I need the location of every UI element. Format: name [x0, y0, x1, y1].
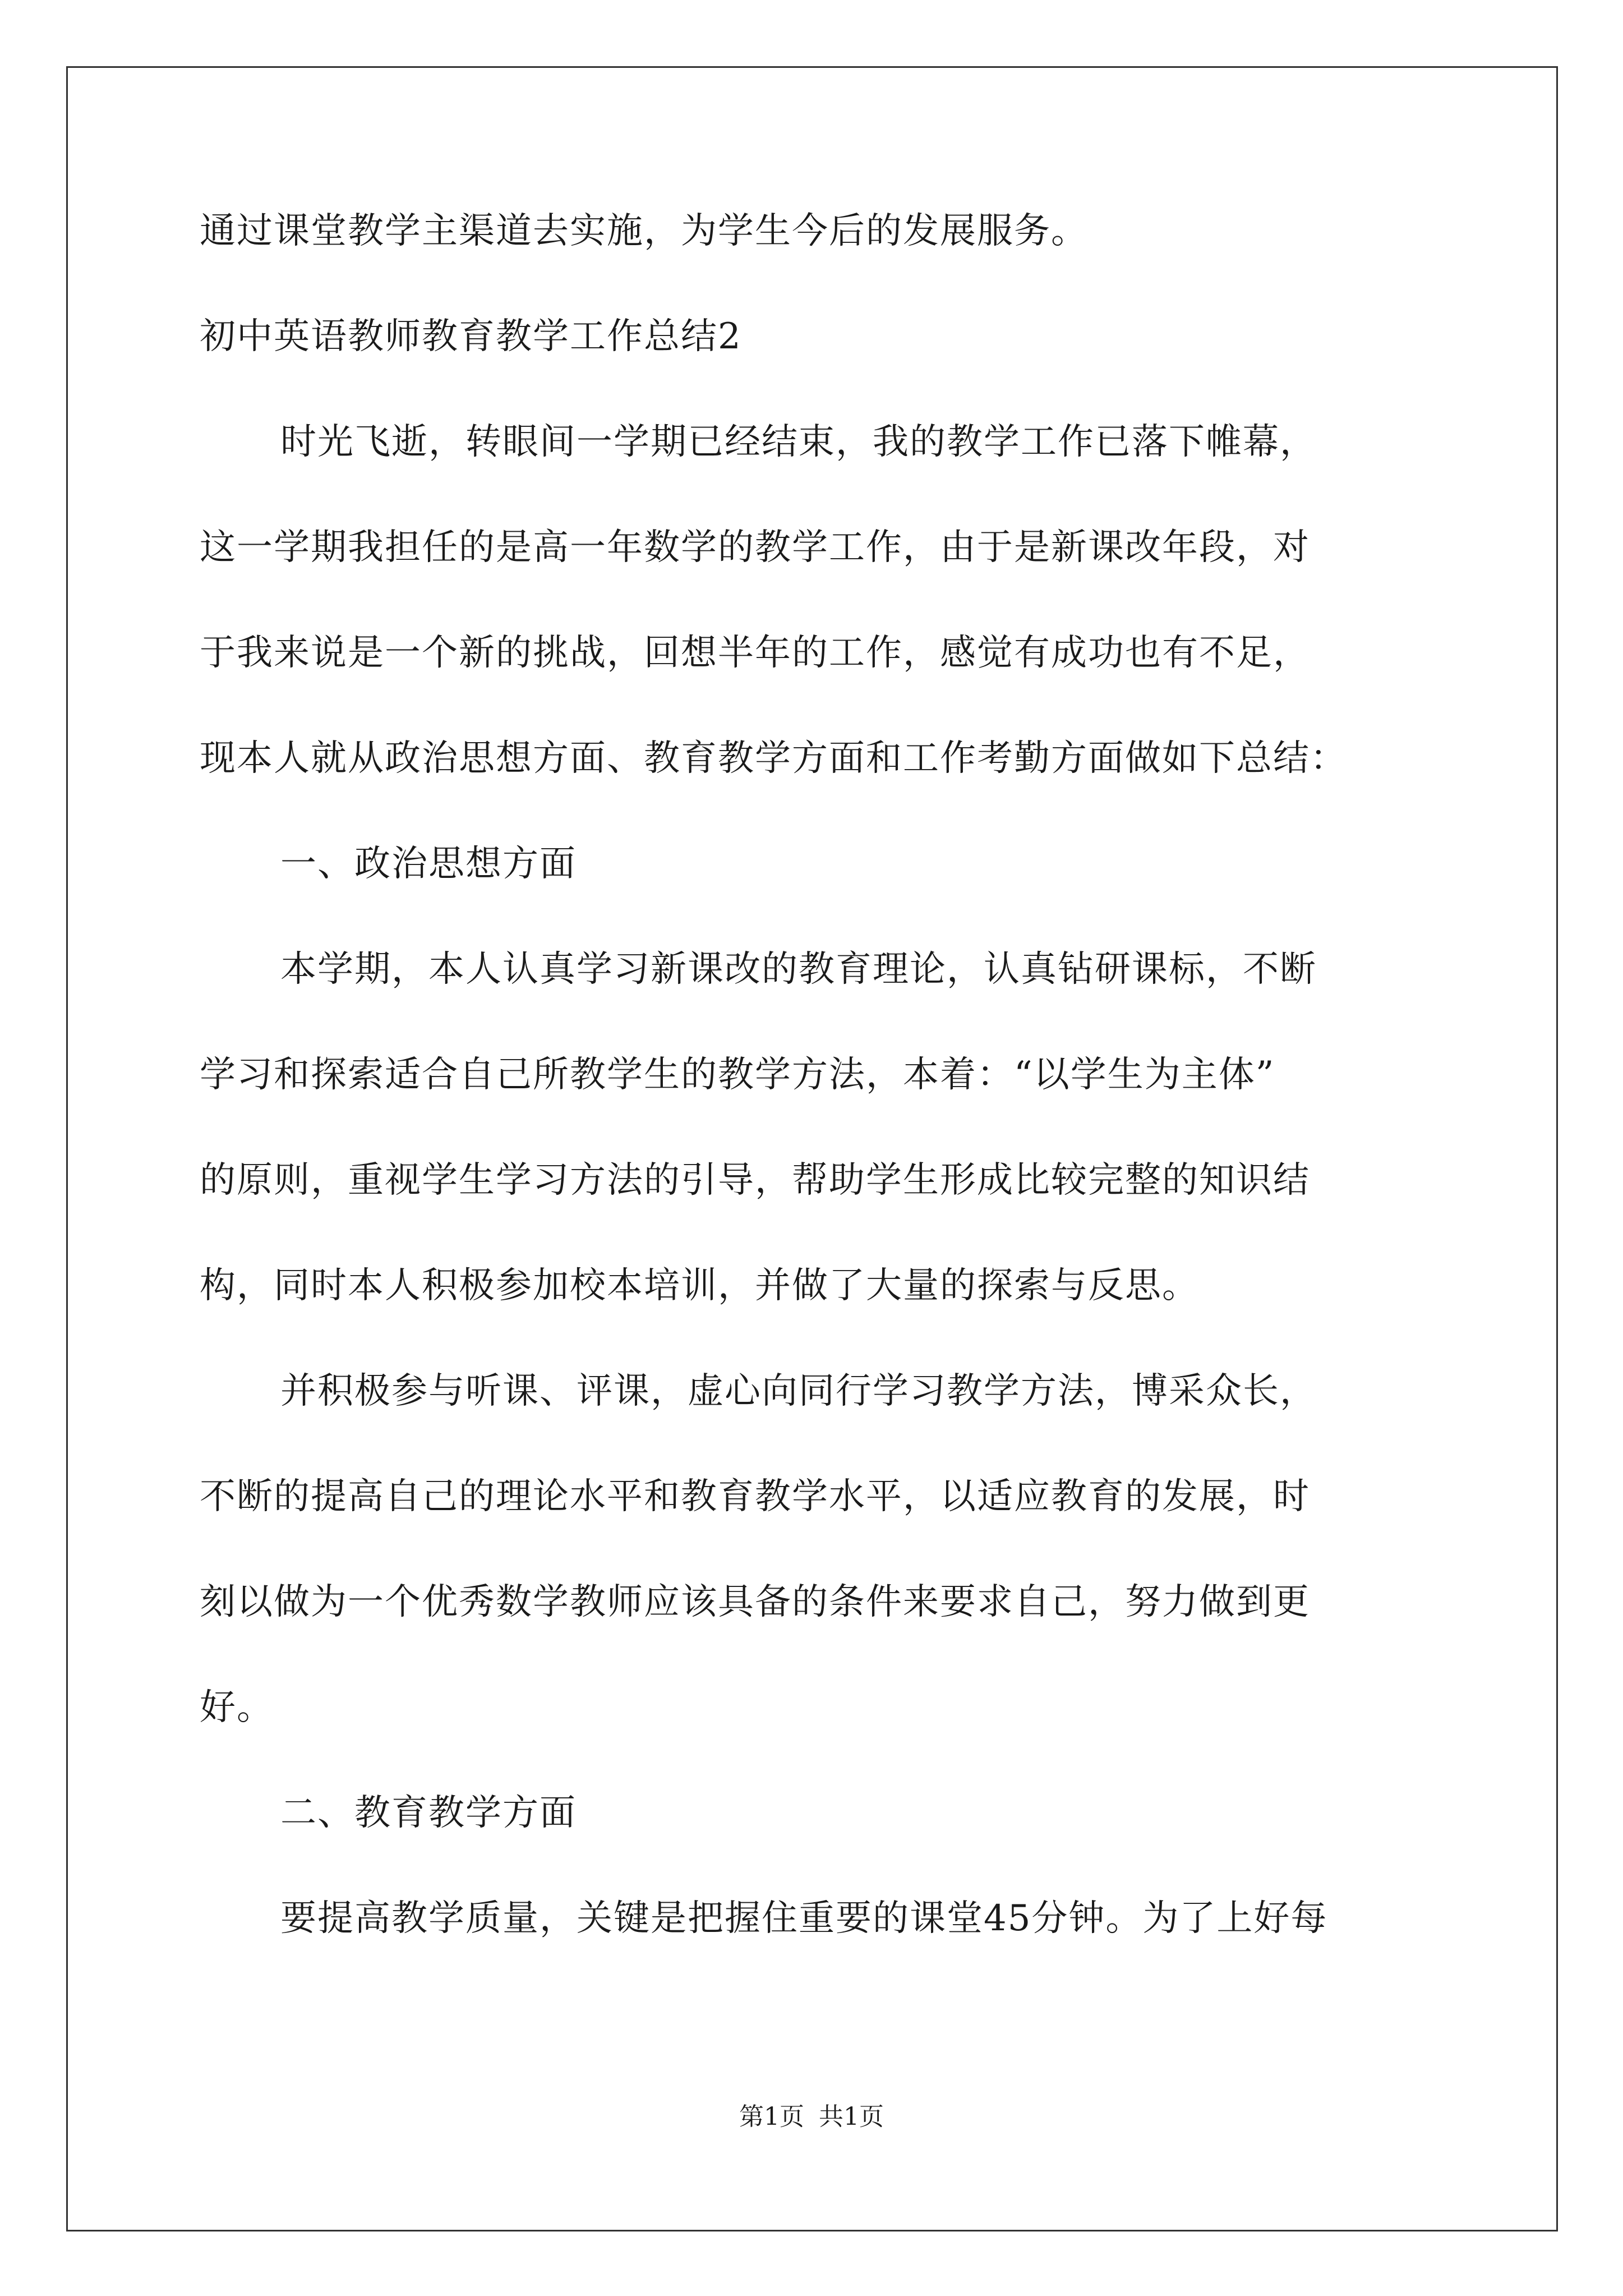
- text-line: 通过课堂教学主渠道去实施，为学生今后的发展服务。: [200, 210, 1088, 252]
- text-line: 学习和探索适合自己所教学生的教学方法，本着：“以学生为主体”: [200, 1054, 1275, 1096]
- text-line: 好。: [200, 1687, 274, 1728]
- text-line: 构，同时本人积极参加校本培训，并做了大量的探索与反思。: [200, 1265, 1199, 1306]
- text-line: 的原则，重视学生学习方法的引导，帮助学生形成比较完整的知识结: [200, 1159, 1310, 1201]
- text-line: 刻以做为一个优秀数学教师应该具备的条件来要求自己，努力做到更: [200, 1581, 1310, 1623]
- page-footer: [0, 2102, 1623, 2131]
- text-line: 并积极参与听课、评课，虚心向同行学习教学方法，博采众长，: [280, 1370, 1317, 1412]
- text-line: 时光飞逝，转眼间一学期已经结束，我的教学工作已落下帷幕，: [280, 421, 1317, 463]
- text-line: 这一学期我担任的是高一年数学的教学工作，由于是新课改年段，对: [200, 527, 1310, 568]
- page-number-total: 共1页: [819, 2102, 884, 2131]
- text-line: 不断的提高自己的理论水平和教育教学水平，以适应教育的发展，时: [200, 1476, 1310, 1517]
- text-line: 现本人就从政治思想方面、教育教学方面和工作考勤方面做如下总结：: [200, 738, 1347, 779]
- text-line: 于我来说是一个新的挑战，回想半年的工作，感觉有成功也有不足，: [200, 632, 1310, 674]
- text-line: 要提高教学质量，关键是把握住重要的课堂45分钟。为了上好每: [280, 1898, 1328, 1939]
- page-number-current: 第1页: [739, 2102, 804, 2131]
- text-line: 本学期，本人认真学习新课改的教育理论，认真钻研课标，不断: [280, 949, 1317, 990]
- section-heading: 初中英语教师教育教学工作总结2: [200, 316, 742, 357]
- subsection-heading: 一、政治思想方面: [280, 843, 577, 885]
- subsection-heading: 二、教育教学方面: [280, 1792, 577, 1834]
